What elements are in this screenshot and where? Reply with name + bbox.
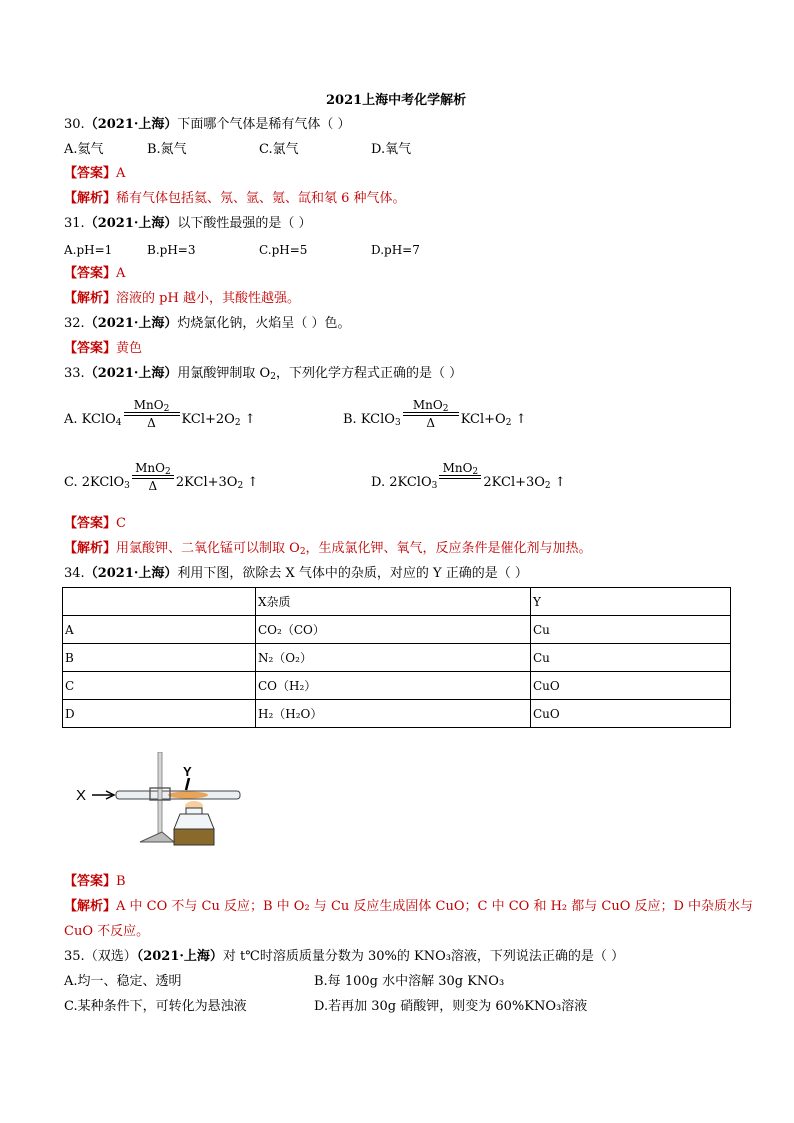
option-b: B.每 100g 水中溶解 30g KNO₃ xyxy=(314,974,505,989)
question-32-stem xyxy=(64,316,351,332)
table-header-row xyxy=(63,588,731,616)
analysis-text: A 中 CO 不与 Cu 反应；B 中 O₂ 与 Cu 反应生成固体 CuO；C 中 CO 和 H₂ 都与 CuO 反应；D 中杂质水与 xyxy=(116,899,754,914)
question-30-stem xyxy=(64,117,351,133)
reaction-condition: $\frac{MnO_2}{\Delta}$ xyxy=(124,398,180,430)
table-cell: CO（H₂） xyxy=(256,672,531,700)
table-row xyxy=(63,644,731,672)
table-cell: Cu xyxy=(531,616,731,644)
question-text: 以下酸性最强的是（ ） xyxy=(177,216,312,231)
table-cell: A xyxy=(63,616,256,644)
answer-line xyxy=(64,516,126,532)
answer-text: 黄色 xyxy=(116,341,143,356)
subscript: 2 xyxy=(270,372,276,382)
table-row xyxy=(63,616,731,644)
answer-text: A xyxy=(116,266,126,281)
question-number: 34. xyxy=(64,566,85,581)
reaction-condition: MnO$_2$ xyxy=(439,461,481,493)
question-35-stem xyxy=(64,949,624,965)
table-row xyxy=(63,672,731,700)
option-a: A.均一、稳定、透明 xyxy=(64,974,182,989)
analysis-text: 稀有气体包括氦、氖、氩、氪、氙和氡 6 种气体。 xyxy=(116,191,406,206)
option-d: D.若再加 30g 硝酸钾，则变为 60%KNO₃溶液 xyxy=(314,999,588,1014)
question-text: 灼烧氯化钠，火焰呈（ ）色。 xyxy=(177,316,351,331)
analysis-tag: 【解析】 xyxy=(64,291,117,306)
table-cell: Cu xyxy=(531,644,731,672)
answer-line xyxy=(64,166,125,182)
answer-tag: 【答案】 xyxy=(64,874,117,889)
wooden-block xyxy=(174,829,214,845)
question-source: （2021·上海） xyxy=(84,566,178,581)
table-cell: C xyxy=(63,672,256,700)
question-text: 下面哪个气体是稀有气体（ ） xyxy=(177,117,351,132)
question-number: 33. xyxy=(64,366,85,381)
option-a: A.氦气 xyxy=(64,142,104,157)
table-row xyxy=(63,700,731,728)
answer-text: C xyxy=(116,516,126,531)
question-34-stem xyxy=(64,566,528,582)
impurity-table xyxy=(62,587,731,728)
equation-option-c: C. 2KClO$_3$ $\frac{MnO_2}{\Delta}$ $2KCl+3O_2$ ↑ xyxy=(64,461,259,493)
answer-line xyxy=(64,341,142,357)
page-title: 2021上海中考化学解析 xyxy=(326,93,467,108)
analysis-tag: 【解析】 xyxy=(64,899,117,914)
equation-option-d: D. 2KClO$_3$ MnO$_2$ $2KCl+3O_2$ ↑ xyxy=(371,461,566,491)
stand-rod xyxy=(158,752,162,842)
question-source: （2021·上海） xyxy=(84,316,178,331)
x-gas-label: X xyxy=(76,787,87,804)
option-b: B.氮气 xyxy=(147,142,187,157)
answer-tag: 【答案】 xyxy=(64,341,117,356)
question-number: 31. xyxy=(64,216,85,231)
answer-text: B xyxy=(116,874,126,889)
answer-line xyxy=(64,266,125,282)
question-type: （双选） xyxy=(84,949,137,964)
question-31-stem xyxy=(64,216,312,232)
table-cell: N₂（O₂） xyxy=(256,644,531,672)
analysis-tag: 【解析】 xyxy=(64,541,117,556)
question-33-stem xyxy=(64,366,462,382)
question-number: 35. xyxy=(64,949,85,964)
question-source: （2021·上海） xyxy=(136,949,223,964)
question-source: （2021·上海） xyxy=(84,366,178,381)
option-c: C.某种条件下，可转化为悬浊液 xyxy=(64,999,247,1014)
reaction-condition: $\frac{MnO_2}{\Delta}$ xyxy=(403,398,459,430)
y-reagent-label: Y xyxy=(183,764,192,779)
table-header-cell: Y xyxy=(531,588,731,616)
question-number: 30. xyxy=(64,117,85,132)
apparatus-figure xyxy=(70,752,250,852)
analysis-line: 【解析】用氯酸钾、二氧化锰可以制取 $O_2$，生成氯化钾、氧气，反应条件是催化剂与加热。 xyxy=(64,541,592,557)
option-d: D.氧气 xyxy=(371,142,412,157)
question-text: 用氯酸钾制取 O xyxy=(177,366,271,381)
table-cell: D xyxy=(63,700,256,728)
option-c: C.pH=5 xyxy=(259,243,308,257)
question-text-cont: ，下列化学方程式正确的是（ ） xyxy=(275,366,463,381)
question-text: 对 t℃时溶质质量分数为 30%的 KNO₃溶液，下列说法正确的是（ ） xyxy=(222,949,625,964)
table-cell: H₂（H₂O） xyxy=(256,700,531,728)
analysis-line xyxy=(64,291,300,307)
table-cell: CO₂（CO） xyxy=(256,616,531,644)
answer-text: A xyxy=(116,166,126,181)
answer-tag: 【答案】 xyxy=(64,266,117,281)
analysis-line xyxy=(64,191,406,207)
table-cell: B xyxy=(63,644,256,672)
table-cell: CuO xyxy=(531,672,731,700)
answer-line xyxy=(64,874,126,890)
analysis-text: 溶液的 pH 越小，其酸性越强。 xyxy=(116,291,300,306)
equation-option-a: A. KClO$_4$ $\frac{MnO_2}{\Delta}$ $KCl+2O_2$ ↑ xyxy=(64,398,256,430)
analysis-tag: 【解析】 xyxy=(64,191,117,206)
question-text: 利用下图，欲除去 X 气体中的杂质，对应的 Y 正确的是（ ） xyxy=(177,566,528,581)
table-cell: CuO xyxy=(531,700,731,728)
y-reagent xyxy=(168,792,208,799)
question-number: 32. xyxy=(64,316,85,331)
alcohol-lamp xyxy=(174,814,214,829)
reaction-condition: $\frac{MnO_2}{\Delta}$ xyxy=(132,461,174,493)
option-d: D.pH=7 xyxy=(371,243,420,257)
analysis-line xyxy=(64,899,753,915)
answer-tag: 【答案】 xyxy=(64,516,117,531)
answer-tag: 【答案】 xyxy=(64,166,117,181)
option-c: C.氯气 xyxy=(259,142,299,157)
option-a: A.pH=1 xyxy=(64,243,113,257)
equation-option-b: B. KClO$_3$ $\frac{MnO_2}{\Delta}$ $KCl+O_2$ ↑ xyxy=(343,398,527,430)
table-header-cell xyxy=(63,588,256,616)
table-header-cell: X杂质 xyxy=(256,588,531,616)
question-source: （2021·上海） xyxy=(84,117,178,132)
option-b: B.pH=3 xyxy=(147,243,196,257)
question-source: （2021·上海） xyxy=(84,216,178,231)
analysis-line-2: CuO 不反应。 xyxy=(64,924,150,939)
